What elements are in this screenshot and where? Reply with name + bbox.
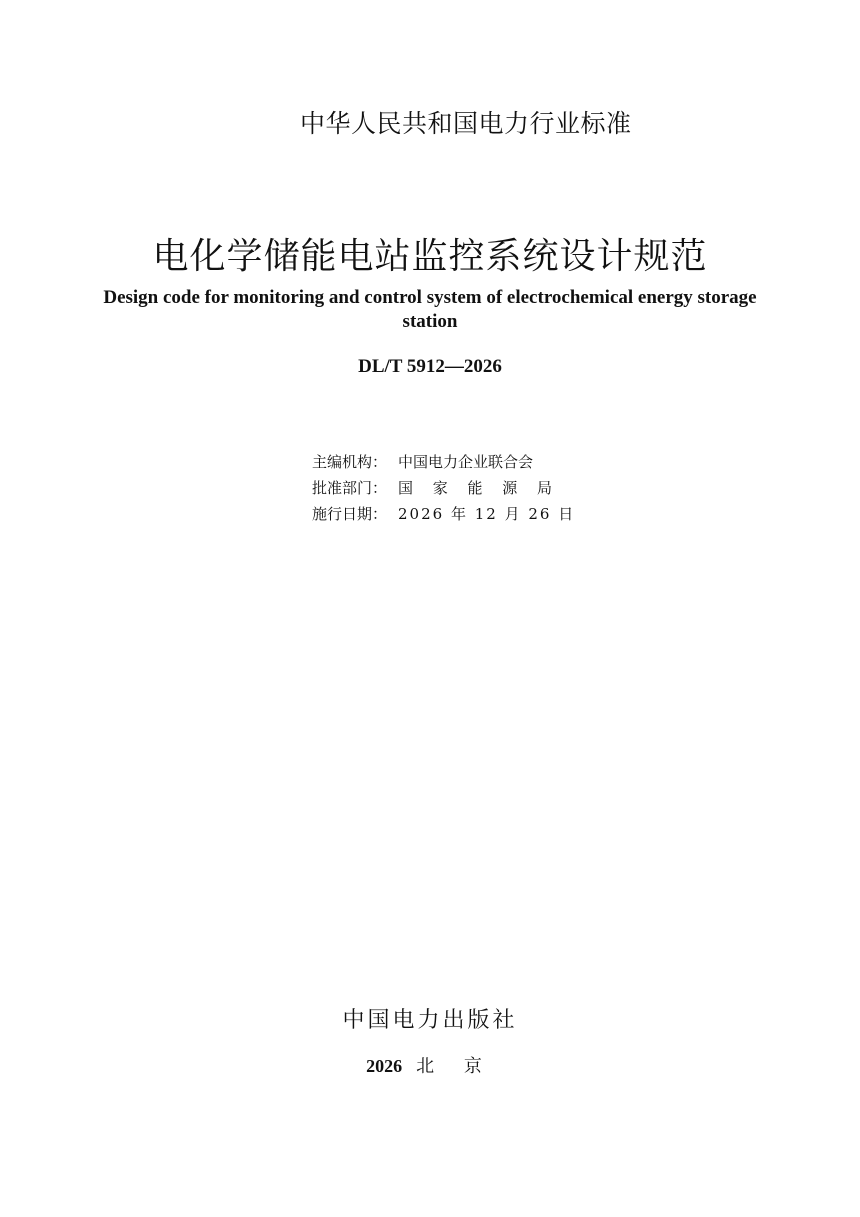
approver-char: 能 bbox=[467, 479, 483, 497]
approver-char: 源 bbox=[502, 479, 518, 497]
date-row bbox=[312, 501, 575, 527]
editor-value: 中国电力企业联合会 bbox=[398, 453, 534, 471]
date-label: 施行日期： bbox=[312, 505, 388, 523]
industry-standard-heading: 中华人民共和国电力行业标准 bbox=[300, 109, 632, 138]
approver-char: 家 bbox=[432, 479, 448, 497]
editor-row bbox=[312, 449, 575, 475]
approver-char: 局 bbox=[536, 479, 552, 497]
editor-label: 主编机构： bbox=[312, 453, 388, 471]
approver-row bbox=[312, 475, 575, 501]
publication-place bbox=[0, 1052, 860, 1078]
approver-value bbox=[398, 475, 552, 501]
approver-label: 批准部门： bbox=[312, 479, 388, 497]
publication-city: 北 京 bbox=[416, 1056, 494, 1077]
publisher-name: 中国电力出版社 bbox=[342, 1008, 518, 1033]
standard-info-block bbox=[312, 449, 575, 527]
standard-code: DL/T 5912—2026 bbox=[358, 356, 502, 377]
document-title-english: Design code for monitoring and control system of electrochemical energy storage station bbox=[103, 287, 757, 332]
approver-char: 国 bbox=[398, 479, 414, 497]
date-value: 2026 年 12 月 26 日 bbox=[398, 505, 576, 523]
publication-year: 2026 bbox=[366, 1056, 403, 1076]
document-title-chinese: 电化学储能电站监控系统设计规范 bbox=[152, 236, 708, 277]
